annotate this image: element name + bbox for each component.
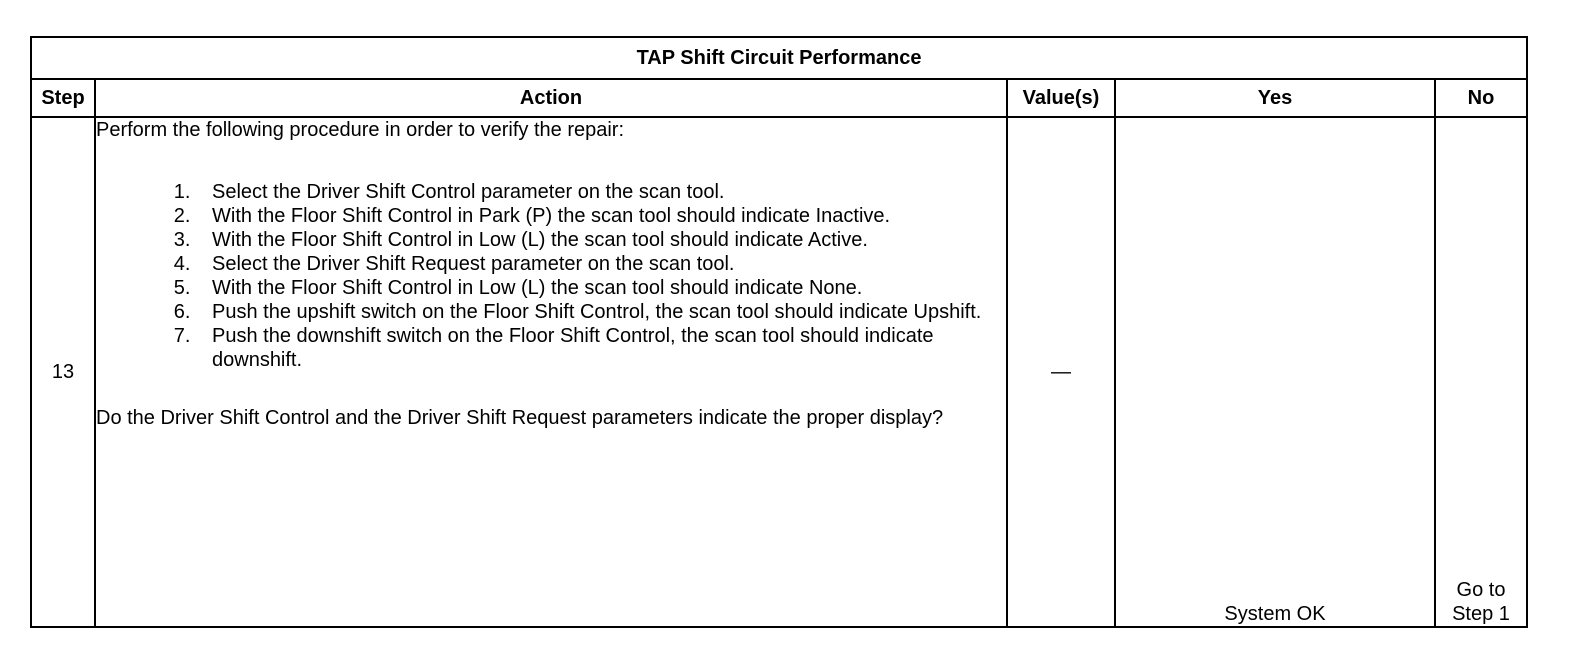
list-item: 1. Select the Driver Shift Control parameter on the scan tool. xyxy=(196,180,1006,204)
header-step: Step xyxy=(31,79,95,117)
action-cell xyxy=(95,117,1007,627)
table-row xyxy=(31,117,1527,627)
list-item: 4. Select the Driver Shift Request parameter on the scan tool. xyxy=(196,252,1006,276)
yes-cell: System OK xyxy=(1115,117,1435,627)
no-cell: Go to Step 1 xyxy=(1435,117,1527,627)
list-item: 2. With the Floor Shift Control in Park (P) the scan tool should indicate Inactive. xyxy=(196,204,1006,228)
action-question: Do the Driver Shift Control and the Driver Shift Request parameters indicate the proper display? xyxy=(96,407,944,429)
action-intro: Perform the following procedure in order to verify the repair: xyxy=(96,119,625,141)
header-values: Value(s) xyxy=(1007,79,1115,117)
table-title: TAP Shift Circuit Performance xyxy=(31,37,1527,79)
list-item: 6. Push the upshift switch on the Floor Shift Control, the scan tool should indicate Upshift. xyxy=(196,300,1006,324)
list-item: 7. Push the downshift switch on the Floor Shift Control, the scan tool should indicate downshift. xyxy=(196,324,1006,372)
header-yes: Yes xyxy=(1115,79,1435,117)
list-item: 5. With the Floor Shift Control in Low (L) the scan tool should indicate None. xyxy=(196,276,1006,300)
step-number: 13 xyxy=(31,117,95,627)
procedure-table xyxy=(30,36,1528,628)
header-no: No xyxy=(1435,79,1527,117)
value-cell: — xyxy=(1007,117,1115,627)
header-action: Action xyxy=(95,79,1007,117)
list-item: 3. With the Floor Shift Control in Low (L) the scan tool should indicate Active. xyxy=(196,228,1006,252)
header-row xyxy=(31,79,1527,117)
procedure-list xyxy=(96,180,1006,372)
